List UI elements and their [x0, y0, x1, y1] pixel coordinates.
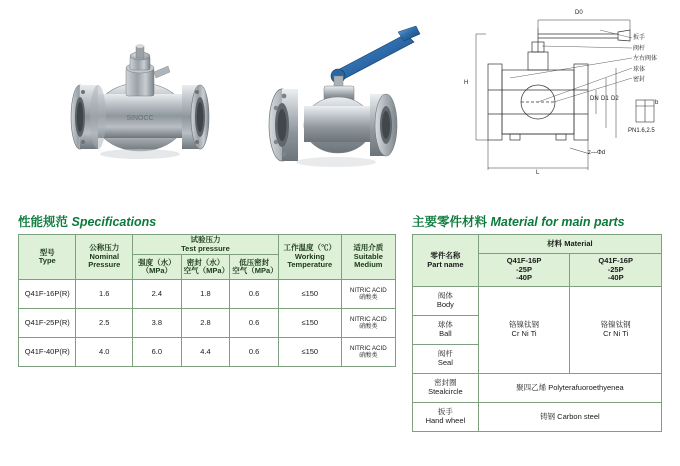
spec-col-strength: [133, 255, 182, 280]
spec-col-suitable-medium: [341, 235, 395, 280]
drawing-label-d2: D2: [611, 96, 619, 102]
svg-text:SINOCC: SINOCC: [126, 115, 154, 122]
spec-col-wt-en2: Temperature: [287, 260, 333, 270]
spec-cell-low-seal: 0.6: [230, 280, 279, 309]
drawing-label-d1: D1: [601, 96, 609, 102]
spec-col-type-en: Type: [38, 256, 56, 266]
table-row: [19, 338, 396, 367]
spec-cell-seal: 2.8: [181, 309, 230, 338]
mat-cell-partname-en: Hand wheel: [425, 416, 466, 425]
mat-cell-partname-en: Ball: [439, 329, 452, 338]
mat-cell-variant-2-cn: 铬镍钛钢: [600, 320, 631, 330]
spec-cell-seal: 1.8: [181, 280, 230, 309]
mat-col-variant-1-l3: -40P: [516, 273, 532, 283]
spec-col-np-en2: Pressure: [88, 260, 121, 270]
drawing-label-dn: DN: [590, 96, 599, 102]
spec-cell-medium: [341, 338, 395, 367]
table-row: [19, 309, 396, 338]
spec-col-lowseal-cn2: 空气（MPa）: [232, 266, 278, 276]
specifications-heading-cn: 性能规范: [18, 215, 69, 229]
valve-photo-right: [238, 20, 428, 185]
mat-cell-handwheel-material-cn: 铸钢: [540, 411, 556, 421]
mat-col-partname: [413, 235, 479, 287]
mat-cell-partname: [413, 316, 479, 345]
mat-cell-variant-2: [570, 287, 662, 374]
spec-col-type: [19, 235, 76, 280]
drawing-callout-body: 左右阀体: [633, 56, 658, 62]
spec-col-seal: [181, 255, 230, 280]
drawing-callout-handle: 扳手: [633, 35, 646, 41]
mat-cell-partname: [413, 403, 479, 432]
drawing-callout-stem: 阀杆: [633, 46, 646, 52]
spec-col-sm-en2: Medium: [354, 260, 383, 270]
spec-cell-temperature: ≤150: [278, 309, 341, 338]
spec-col-low-seal: [230, 255, 279, 280]
mat-col-variant-1-l2: -25P: [516, 264, 532, 274]
spec-col-wt-en: Working: [294, 251, 325, 261]
mat-cell-partname-en: Stealcircle: [428, 387, 463, 396]
mat-cell-seal-material: [478, 374, 661, 403]
spec-cell-medium-en: NITRIC ACID: [349, 345, 387, 353]
spec-cell-seal: 4.4: [181, 338, 230, 367]
materials-heading: [412, 212, 625, 230]
mat-cell-partname-cn: 阀杆: [437, 349, 453, 359]
materials-table: [412, 234, 662, 432]
spec-cell-medium: [341, 309, 395, 338]
spec-col-seal-cn2: 空气（MPa）: [183, 266, 230, 276]
table-row: [413, 287, 662, 316]
spec-cell-medium: [341, 280, 395, 309]
spec-cell-medium-en: NITRIC ACID: [349, 316, 387, 324]
mat-col-variant-2-l2: -25P: [607, 264, 624, 274]
materials-heading-cn: 主要零件材料: [412, 215, 488, 229]
mat-cell-partname-en: Body: [436, 300, 454, 309]
mat-cell-partname-cn: 密封圈: [434, 378, 457, 388]
spec-col-strength-unit: （MPa）: [141, 266, 173, 276]
specifications-heading-en: Specifications: [71, 215, 157, 229]
spec-col-sm-en: Suitable: [353, 251, 383, 261]
mat-cell-partname: [413, 374, 479, 403]
spec-cell-nominal-pressure: 1.6: [76, 280, 133, 309]
mat-col-material-group: 材料 Material: [478, 235, 661, 254]
spec-col-tp-cn: 试验压力: [190, 235, 221, 244]
mat-cell-partname-cn: 球体: [437, 320, 453, 330]
table-row: [413, 403, 662, 432]
spec-cell-strength: 6.0: [133, 338, 182, 367]
mat-cell-variant-1: [478, 287, 570, 374]
spec-cell-temperature: ≤150: [278, 338, 341, 367]
spec-cell-medium-cn: 硝酸类: [359, 294, 378, 302]
spec-cell-medium-cn: 硝酸类: [359, 323, 378, 331]
product-photos: [0, 0, 440, 195]
spec-cell-low-seal: 0.6: [230, 309, 279, 338]
mat-cell-partname-cn: 扳手: [437, 407, 453, 417]
drawing-label-z-phi-d: z—Φd: [588, 150, 606, 156]
drawing-callout-ball: 球体: [633, 67, 646, 73]
spec-cell-type: Q41F-16P(R): [19, 280, 76, 309]
mat-col-variant-1-l1: Q41F-16P: [506, 256, 542, 266]
mat-cell-variant-1-en: Cr Ni Ti: [511, 329, 537, 338]
spec-cell-strength: 3.8: [133, 309, 182, 338]
spec-col-wt-cn: 工作温度（℃）: [283, 243, 337, 253]
valve-photo-left: [40, 22, 240, 182]
spec-col-working-temperature: [278, 235, 341, 280]
mat-col-partname-en: Part name: [427, 259, 464, 269]
spec-cell-low-seal: 0.6: [230, 338, 279, 367]
mat-cell-handwheel-material: [478, 403, 661, 432]
spec-col-tp-en: Test pressure: [181, 243, 230, 253]
specifications-heading: [18, 212, 156, 230]
spec-cell-nominal-pressure: 2.5: [76, 309, 133, 338]
mat-cell-handwheel-material-en: Carbon steel: [557, 411, 600, 421]
technical-drawing: [450, 8, 675, 193]
mat-cell-partname: [413, 287, 479, 316]
spec-col-test-pressure-group: [133, 235, 279, 255]
spec-cell-temperature: ≤150: [278, 280, 341, 309]
spec-cell-nominal-pressure: 4.0: [76, 338, 133, 367]
table-row: [413, 374, 662, 403]
drawing-label-h: H: [464, 80, 469, 86]
mat-cell-variant-1-cn: 铬镍钛钢: [509, 320, 540, 330]
spec-col-type-cn: 型号: [39, 247, 55, 257]
spec-col-np-en: Nominal: [89, 251, 120, 261]
drawing-label-d0: D0: [575, 10, 583, 16]
materials-heading-en: Material for main parts: [490, 215, 625, 229]
drawing-label-b: b: [655, 100, 659, 106]
drawing-callout-seal: 密封: [633, 77, 646, 83]
spec-header-row-1: [19, 235, 396, 255]
mat-header-row-1: [413, 235, 662, 254]
mat-col-variant-2-l3: -40P: [607, 273, 624, 283]
mat-cell-partname-en: Seal: [437, 358, 453, 367]
spec-col-seal-cn: 密封（水）: [186, 257, 225, 267]
specifications-table: [18, 234, 396, 367]
spec-cell-medium-en: NITRIC ACID: [349, 287, 387, 295]
mat-col-variant-2: [570, 254, 662, 287]
spec-col-strength-cn: 强度（水）: [138, 257, 176, 267]
mat-col-variant-2-l1: Q41F-16P: [598, 256, 633, 266]
mat-col-partname-cn: 零件名称: [430, 250, 461, 260]
spec-col-nominal-pressure: [76, 235, 133, 280]
spec-cell-type: Q41F-40P(R): [19, 338, 76, 367]
spec-cell-strength: 2.4: [133, 280, 182, 309]
mat-cell-seal-material-en: Polyterafuoroethyenea: [548, 382, 624, 392]
spec-col-lowseal-cn: 低压密封: [239, 257, 270, 267]
mat-cell-seal-material-cn: 聚四乙烯: [516, 382, 547, 392]
table-row: [19, 280, 396, 309]
spec-col-sm-cn: 适用介质: [353, 243, 384, 253]
drawing-label-l: L: [536, 170, 540, 176]
mat-col-variant-1: [478, 254, 570, 287]
mat-cell-partname: [413, 345, 479, 374]
spec-cell-medium-cn: 硝酸类: [359, 352, 378, 360]
drawing-label-pn: PN1.6,2.5: [628, 128, 655, 134]
spec-cell-type: Q41F-25P(R): [19, 309, 76, 338]
mat-cell-partname-cn: 阀体: [437, 291, 453, 301]
mat-cell-variant-2-en: Cr Ni Ti: [603, 329, 629, 338]
spec-col-np-cn: 公称压力: [89, 243, 120, 253]
